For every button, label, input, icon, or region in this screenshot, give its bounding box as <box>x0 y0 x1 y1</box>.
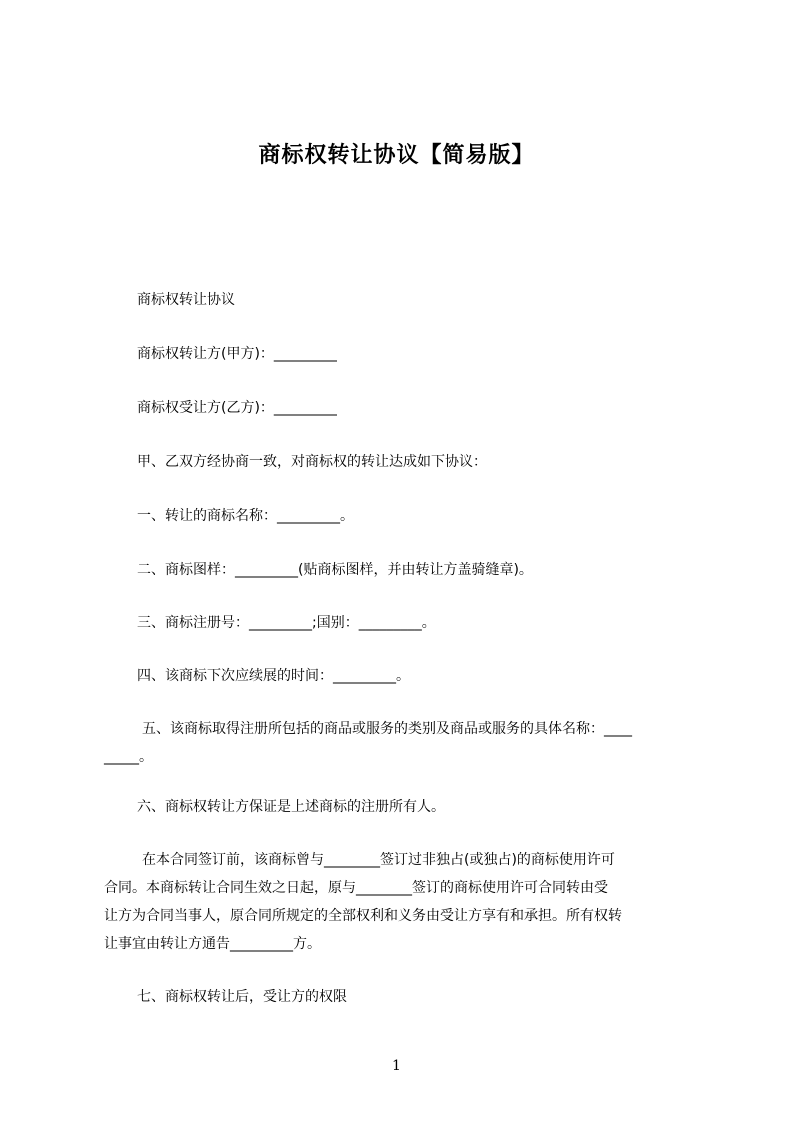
paragraph-agreement-intro: 甲、乙双方经协商一致，对商标权的转让达成如下协议： <box>137 454 487 470</box>
license-paragraph-line-3: 让方为合同当事人，原合同所规定的全部权利和义务由受让方享有和承担。所有权转 <box>104 908 622 924</box>
paragraph-heading: 商标权转让协议 <box>137 292 235 308</box>
clause-5-line-2: _____。 <box>104 749 153 765</box>
license-contract-paragraph <box>104 846 704 958</box>
document-title: 商标权转让协议【简易版】 <box>258 143 535 168</box>
clause-7-transferee-rights: 七、商标权转让后，受让方的权限 <box>137 989 347 1005</box>
clause-6-ownership-guarantee: 六、商标权转让方保证是上述商标的注册所有人。 <box>137 799 445 815</box>
clause-1-trademark-name: 一、转让的商标名称：_________。 <box>137 508 354 524</box>
clause-5-goods-services <box>104 715 704 771</box>
paragraph-transferor: 商标权转让方(甲方)：_________ <box>137 346 337 362</box>
paragraph-transferee: 商标权受让方(乙方)：_________ <box>137 400 337 416</box>
clause-3-registration-number: 三、商标注册号：_________;国别：_________。 <box>137 615 436 631</box>
clause-5-line-1: 五、该商标取得注册所包括的商品或服务的类别及商品或服务的具体名称：____ <box>142 721 632 737</box>
clause-2-trademark-sample: 二、商标图样：_________(贴商标图样，并由转让方盖骑缝章)。 <box>137 562 533 578</box>
clause-4-renewal-time: 四、该商标下次应续展的时间：_________。 <box>137 668 410 684</box>
license-paragraph-line-4: 让事宜由转让方通告_________方。 <box>104 936 321 952</box>
license-paragraph-line-1: 在本合同签订前，该商标曾与________签订过非独占(或独占)的商标使用许可 <box>142 852 615 868</box>
page-number: 1 <box>392 1058 401 1074</box>
license-paragraph-line-2: 合同。本商标转让合同生效之日起，原与________签订的商标使用许可合同转由受 <box>104 880 608 896</box>
